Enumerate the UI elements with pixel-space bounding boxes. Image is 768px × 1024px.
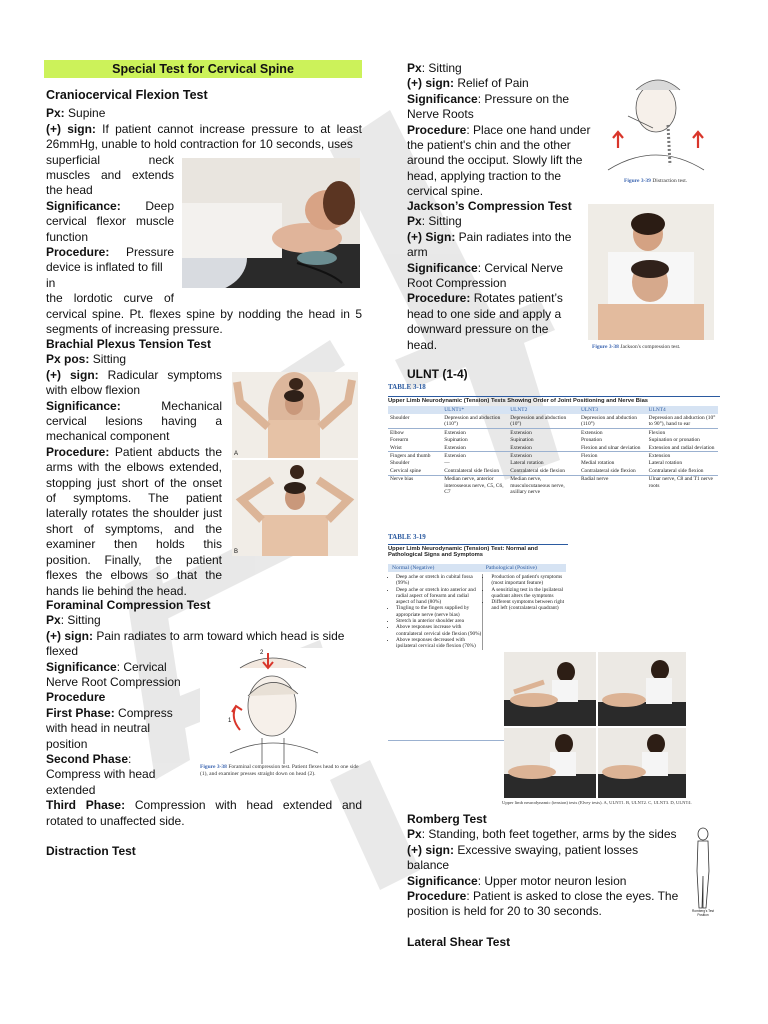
- brachial-plexus-section: [46, 337, 222, 599]
- table-row: [388, 429, 718, 437]
- table-row: [388, 414, 718, 428]
- sign-label: (+) Sign:: [407, 229, 456, 244]
- text-line: head, applying traction to the: [407, 168, 562, 183]
- px-value: Supine: [68, 106, 106, 121]
- third-phase-label: Third Phase:: [46, 798, 126, 813]
- text-line: :: [128, 752, 132, 767]
- table-cell: Cervical spine: [390, 467, 421, 474]
- procedure-value: Patient abducts the arms with the elbows extended, stopping just short of the onset of symptoms. The patient laterally rotates the shoulder just short of symptoms, and the examiner then holds this position. Finally, the patient flexes the elbows so that the hands lie behind the head.: [46, 444, 222, 598]
- brachial-plexus-photo-b: [232, 460, 358, 556]
- table-cell: Fingers and thumb: [388, 452, 442, 460]
- px-value: : Sitting: [421, 61, 462, 75]
- significance-label: Significance: [407, 260, 478, 275]
- px-label: Px:: [46, 106, 65, 121]
- sign-value: Relief of Pain: [457, 76, 529, 91]
- table-cell: Contralateral side flexion: [444, 467, 500, 474]
- section-title: ULNT (1-4): [407, 367, 468, 381]
- jackson-photo: [588, 204, 714, 340]
- text-line: superficial neck: [46, 152, 174, 167]
- list-item: • Different symptoms between right and left (contralateral quadrant): [491, 599, 566, 612]
- table-row: [388, 437, 718, 444]
- procedure-label: Procedure:: [46, 444, 110, 459]
- distraction-section: Px: Sitting (+) sign: Relief of Pain Significance: Pressure on the Nerve Roots Procedure: Place one hand under the patient's chin and the other around the occiput. Slowly lift the head, applying traction to the cervical spine.: [407, 61, 597, 200]
- px-label: Px: [407, 214, 422, 229]
- caption-figure-number: Figure 3-38: [200, 764, 227, 770]
- list-item: • Above responses increase with contralateral cervical side flexion (90%): [396, 624, 482, 637]
- px-value: Sitting: [92, 352, 127, 367]
- section-title: Romberg Test: [407, 812, 487, 826]
- table-cell: Supination: [444, 437, 468, 444]
- text-line: balance: [407, 858, 450, 873]
- sign-value: Radicular symptoms with elbow flexion: [46, 367, 223, 398]
- table-cell: Shoulder: [390, 414, 410, 421]
- sign-label: (+) sign:: [46, 121, 96, 136]
- table-cell: Contralateral side flexion: [510, 467, 565, 474]
- text-line: Excessive swaying, patient losses: [457, 842, 639, 857]
- figure-arrow-label-1: 1: [228, 718, 232, 724]
- significance-label: Significance:: [46, 398, 121, 413]
- procedure-label: Procedure: [407, 889, 467, 904]
- table-cell: Extension: [444, 444, 466, 451]
- normal-signs-list: [388, 574, 482, 650]
- table-row: [388, 452, 718, 460]
- table-cell: Depression and abduction (110°): [444, 414, 501, 428]
- table-cell: Medial rotation: [580, 460, 615, 467]
- sign-label: (+) sign:: [46, 367, 99, 382]
- text-line: around the occiput. Slowly lift the: [407, 153, 583, 168]
- procedure-label: Procedure:: [46, 245, 110, 260]
- text-line: cervical spine.: [407, 184, 484, 199]
- text-line: position: [46, 736, 88, 751]
- romberg-section: [407, 812, 693, 950]
- table-cell: Flexion: [647, 429, 718, 437]
- caption-text: Upper limb neurodynamic (tension) tests (Elvey tests). A, ULNT1. B, ULNT2. C, ULNT3. D, ULNT4.: [502, 800, 692, 805]
- procedure-label: Procedure:: [407, 291, 471, 306]
- px-value: : Standing, both feet together, arms by the sides: [421, 827, 677, 842]
- pathological-signs-list: [482, 574, 566, 650]
- ulnt-photo-c: [504, 728, 596, 798]
- significance-value: Mechanical cervical lesions having a mechanical component: [46, 398, 222, 444]
- table-cell: Extension: [508, 452, 579, 460]
- ulnt-photo-b: [598, 652, 686, 726]
- table-cell: Supination: [510, 437, 534, 444]
- px-label: Px: [407, 827, 422, 842]
- jackson-caption: [592, 344, 716, 351]
- significance-label: Significance: [46, 659, 117, 674]
- px-value: : Sitting: [60, 613, 101, 628]
- table-header-cell: ULNT4: [647, 406, 718, 414]
- text-line: function: [46, 229, 89, 244]
- caption-figure-number: Figure 3-39: [624, 178, 651, 184]
- table-3-19-title: Upper Limb Neurodynamic (Tension) Test: Normal and Pathological Signs and Symptoms: [388, 544, 568, 558]
- table-3-18: [388, 406, 718, 496]
- text-line: : Place one hand under: [466, 122, 591, 137]
- text-line: : Cervical: [116, 659, 167, 674]
- table-3-18-title: Upper Limb Neurodynamic (Tension) Tests Showing Order of Joint Positioning and Nerve Bias: [388, 396, 720, 404]
- text-line: muscles and extends: [46, 168, 174, 183]
- text-line: cervical flexor muscle: [46, 214, 174, 229]
- text-line: Pressure on the: [484, 91, 570, 106]
- caption-figure-number: Figure 3-38: [592, 344, 619, 350]
- significance-label: Significance:: [46, 198, 121, 213]
- lateral-shear-title: Lateral Shear Test: [407, 934, 511, 949]
- table-header-cell: [388, 406, 442, 414]
- caption-text: Distraction test.: [652, 178, 688, 184]
- table-3-18-label: TABLE 3-18: [388, 383, 426, 391]
- table-cell: Depression and abduction (10°): [510, 414, 567, 428]
- text-line: Compress: [118, 705, 173, 720]
- table-cell: Extension: [579, 429, 647, 437]
- text-line: extended: [46, 782, 96, 797]
- table-cell: Lateral rotation: [648, 460, 683, 467]
- caption-text: Foraminal compression test. Patient flexes head to one side (1), and examiner presses straight down on head (2).: [200, 764, 359, 777]
- table-cell: Shoulder: [390, 460, 410, 467]
- table-cell: Median nerve, anterior interosseous nerve, C5, C6, C7: [442, 475, 508, 496]
- table-cell: Extension: [442, 452, 508, 460]
- table-cell: Extension: [510, 444, 532, 451]
- text-line: head.: [407, 337, 438, 352]
- text-line: downward pressure on the: [407, 322, 549, 337]
- table-cell: Contralateral side flexion: [648, 467, 704, 474]
- text-line: Nerve Root Compression: [46, 675, 181, 690]
- text-line: the head: [46, 183, 93, 198]
- procedure-label: Procedure: [407, 122, 467, 137]
- table-cell: Lateral rotation: [510, 460, 544, 467]
- table-cell: Forearm: [390, 437, 409, 444]
- text-line: Nerve Roots: [407, 107, 474, 122]
- list-item: • Above responses decreased with ipsilateral cervical side flexion (70%): [396, 637, 482, 650]
- sign-label: (+) sign:: [46, 628, 93, 643]
- caption-text: Jackson's compression test.: [620, 344, 681, 350]
- table-cell: Depression and abduction (110°): [580, 414, 637, 428]
- table-header-cell: ULNT3: [579, 406, 647, 414]
- text-line: Deep: [145, 198, 174, 213]
- sign-label: (+) sign:: [407, 76, 454, 91]
- section-banner: Special Test for Cervical Spine: [44, 60, 362, 78]
- table-cell: Radial nerve: [579, 475, 647, 496]
- text-line: the patient's chin and the other: [407, 138, 571, 153]
- romberg-figure-caption: Romberg's Test Position: [692, 909, 714, 917]
- table-cell: Median nerve, musculocutaneous nerve, axillary nerve: [508, 475, 579, 496]
- list-item: • Stretch in anterior shoulder area: [396, 618, 482, 624]
- photo-label-a: A: [234, 451, 239, 457]
- foraminal-compression-figure: [200, 648, 360, 764]
- table-header-pathological: Pathological (Positive): [485, 565, 537, 571]
- significance-label: Significance: [407, 873, 478, 888]
- procedure-value: : Patient is asked to close the eyes. The position is held for 20 to 30 seconds.: [407, 889, 679, 919]
- procedure-label: Procedure: [46, 690, 106, 705]
- text-line: the lordotic curve of: [46, 291, 174, 306]
- table-cell: Ulnar nerve, C8 and T1 nerve roots: [647, 475, 718, 496]
- ulnt-caption: [502, 800, 714, 806]
- ulnt-photo-d: [598, 728, 686, 798]
- list-item: • Deep ache or stretch in cubital fossa (99%): [396, 574, 482, 587]
- distraction-caption: [624, 178, 714, 185]
- px-label: Px: [407, 61, 422, 75]
- text-line: Pressure: [125, 245, 174, 260]
- table-cell: Elbow: [388, 429, 442, 437]
- list-item: • Production of patient's symptoms (most important feature): [491, 574, 566, 587]
- second-phase-label: Second Phase: [46, 752, 129, 767]
- table-cell: Wrist: [390, 444, 402, 451]
- text-line: Pain radiates into the: [458, 229, 572, 244]
- sign-label: (+) sign:: [407, 842, 454, 857]
- table-cell: Flexion: [579, 452, 647, 460]
- brachial-plexus-photo-a: [232, 372, 358, 458]
- table-cell: Nerve bias: [388, 475, 442, 496]
- section-title: Craniocervical Flexion Test: [46, 88, 208, 102]
- photo-label-b: B: [234, 549, 239, 555]
- table-cell: Flexion and ulnar deviation: [580, 444, 641, 451]
- table-cell: Extension: [442, 429, 508, 437]
- distraction-figure: [598, 70, 714, 176]
- figure-arrow-label-2: 2: [260, 650, 264, 656]
- table-cell: Extension: [647, 452, 718, 460]
- craniocervical-photo: [182, 158, 360, 288]
- table-header-cell: ULNT2: [508, 406, 579, 414]
- table-row: [388, 467, 718, 475]
- table-row: [388, 460, 718, 467]
- px-label: Px pos:: [46, 352, 90, 367]
- third-phase-value: Compression with head extended and rotated to unaffected side.: [46, 798, 363, 828]
- table-3-19-label: TABLE 3-19: [388, 533, 426, 541]
- ulnt-photo-a: [504, 652, 596, 726]
- px-label: Px: [46, 613, 61, 628]
- list-item: • Tingling to the fingers supplied by appropriate nerve (nerve bias): [396, 605, 482, 618]
- table-header-normal: Normal (Negative): [392, 565, 435, 571]
- text-line: Root Compression: [407, 276, 507, 291]
- romberg-figure: [690, 826, 716, 918]
- jackson-section: [407, 199, 587, 353]
- list-item: • Deep ache or stretch into anterior and radial aspect of forearm and radial aspect of hand (80%): [396, 587, 482, 606]
- table-cell: Extension: [508, 429, 579, 437]
- table-row: [388, 475, 718, 496]
- table-cell: Supination or pronation: [648, 437, 700, 444]
- table-cell: —: [444, 460, 450, 467]
- table-cell: Extension and radial deviation: [648, 444, 715, 451]
- text-line: arm: [407, 245, 428, 260]
- list-item: • A sensitizing test in the ipsilateral quadrant alters the symptoms: [491, 587, 566, 600]
- table-header-cell: ULNT1*: [442, 406, 508, 414]
- text-line: with head in neutral: [46, 721, 151, 736]
- foraminal-caption: [200, 764, 362, 778]
- table-cell: Contralateral side flexion: [580, 467, 636, 474]
- significance-label: Significance: [407, 91, 478, 106]
- significance-value: : Upper motor neuron lesion: [477, 873, 627, 888]
- procedure-text: cervical spine. Pt. flexes spine by nodding the head in 5 segments of increasing pressure.: [46, 306, 362, 337]
- table-row: [388, 444, 718, 452]
- table-cell: Pronation: [580, 437, 602, 444]
- section-title: Jackson’s Compression Test: [407, 199, 572, 213]
- sign-value: Pain radiates to arm toward which head is side flexed: [46, 628, 345, 659]
- section-title: Foraminal Compression Test: [46, 598, 211, 612]
- text-line: Rotates patient’s: [473, 291, 563, 306]
- text-line: : Cervical Nerve: [477, 260, 564, 275]
- text-line: device is inflated to fill in: [46, 260, 163, 290]
- distraction-title: Distraction Test: [46, 844, 136, 859]
- first-phase-label: First Phase:: [46, 705, 115, 720]
- text-line: head to one side and apply a: [407, 306, 562, 321]
- ulnt-section: [407, 367, 468, 382]
- sign-value: If patient cannot increase pressure to at least 26mmHg, unable to hold contraction for 10 seconds, uses: [46, 121, 362, 152]
- text-line: Compress with head: [46, 767, 156, 782]
- table-cell: Depression and abduction (10° to 90°), hand to ear: [648, 414, 716, 428]
- section-title: Brachial Plexus Tension Test: [46, 337, 211, 351]
- px-value: : Sitting: [421, 214, 462, 229]
